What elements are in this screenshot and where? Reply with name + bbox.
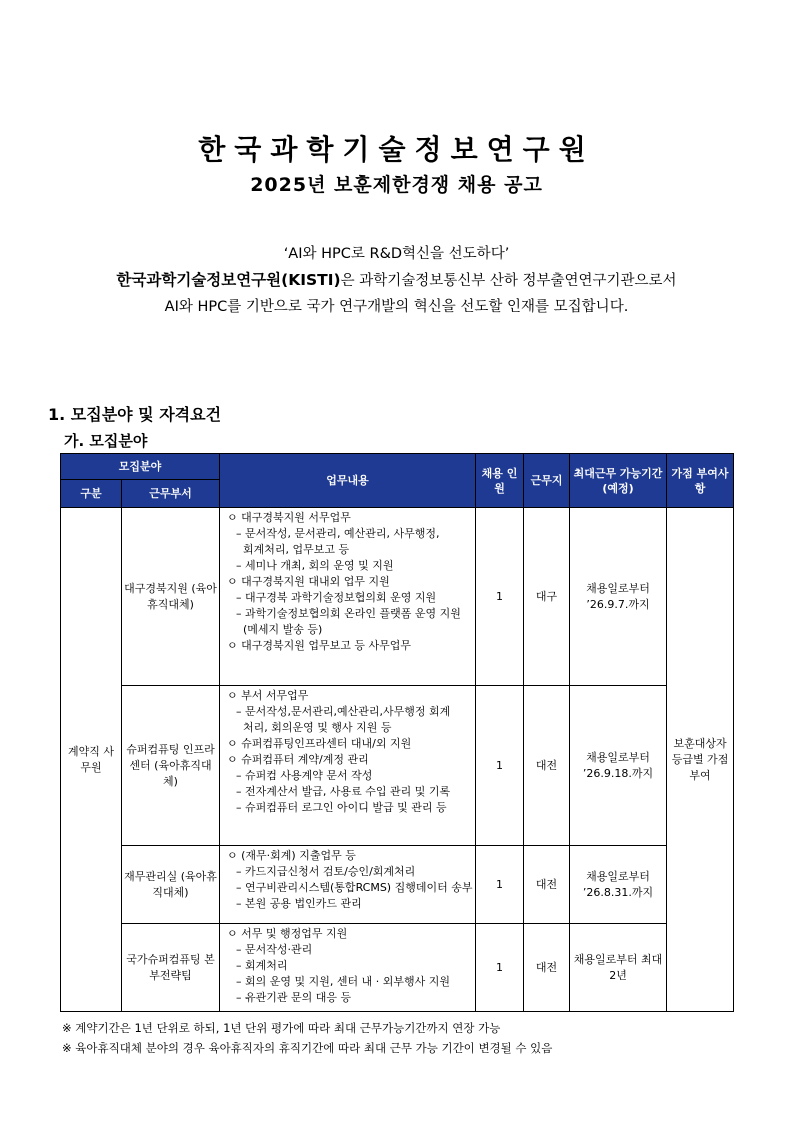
intro-line2: AI와 HPC를 기반으로 국가 연구개발의 혁신을 선도할 인재를 모집합니다.	[164, 299, 629, 315]
intro-line1-rest: 은 과학기술정보통신부 산하 정부출연연구기관으로서	[340, 273, 677, 289]
duty-line: – 문서작성, 문서관리, 예산관리, 사무행정,	[236, 527, 440, 540]
department-cell: 재무관리실 (육아휴직대체)	[122, 846, 220, 924]
duty-line: ㅇ 슈퍼컴퓨팅인프라센터 대내/외 지원	[227, 737, 412, 750]
note-line: ※ 육아휴직대체 분야의 경우 육아휴직자의 휴직기간에 따라 최대 근무 가능 기간이 변경될 수 있음	[62, 1041, 553, 1055]
period-cell: 채용일로부터 최대 2년	[570, 924, 667, 1012]
duty-line: – 문서작성,문서관리,예산관리,사무행정 회계	[236, 705, 451, 718]
location-cell: 대전	[524, 686, 570, 846]
header-field: 모집분야	[61, 454, 220, 480]
duty-line: – 유관기관 문의 대응 등	[236, 991, 352, 1004]
duty-line: 처리, 회의운영 및 행사 지원 등	[243, 721, 392, 734]
header-bonus: 가점 부여사항	[667, 454, 734, 508]
duty-line: – 과학기술정보협의회 온라인 플랫폼 운영 지원	[236, 607, 461, 620]
period-cell: 채용일로부터 ’26.9.7.까지	[570, 508, 667, 686]
duty-line: – 대구경북 과학기술정보협의회 운영 지원	[236, 591, 437, 604]
duty-line: – 문서작성·관리	[236, 943, 313, 956]
header-hires: 채용 인원	[476, 454, 524, 508]
duty-line: (메세지 발송 등)	[243, 623, 323, 636]
org-title: 한국과학기술정보연구원	[198, 133, 595, 166]
duty-line: ㅇ 대구경북지원 업무보고 등 사무업무	[227, 639, 412, 652]
duty-line: – 본원 공용 법인카드 관리	[236, 897, 362, 910]
notice-title: 2025년 보훈제한경쟁 채용 공고	[250, 174, 543, 196]
period-cell: 채용일로부터 ’26.9.18.까지	[570, 686, 667, 846]
location-cell: 대전	[524, 924, 570, 1012]
period-cell: 채용일로부터 ’26.8.31.까지	[570, 846, 667, 924]
duty-line: – 슈퍼컴 사용계약 문서 작성	[236, 769, 373, 782]
hires-cell: 1	[476, 846, 524, 924]
duty-line: – 카드지급신청서 검토/승인/회계처리	[236, 865, 416, 878]
duties-cell	[220, 686, 476, 846]
section-heading-1a: 가. 모집분야	[64, 432, 148, 450]
intro-line1	[0, 267, 793, 294]
department-cell: 대구경북지원 (육아휴직대체)	[122, 508, 220, 686]
hires-cell: 1	[476, 686, 524, 846]
note-line: ※ 계약기간은 1년 단위로 하되, 1년 단위 평가에 따라 최대 근무가능기간까지 연장 가능	[62, 1021, 501, 1035]
duty-line: ㅇ 서무 및 행정업무 지원	[227, 927, 348, 940]
header-department: 근무부서	[122, 480, 220, 508]
intro	[0, 241, 793, 320]
recruitment-table	[60, 453, 734, 1012]
duty-line: – 슈퍼컴퓨터 로그인 아이디 발급 및 관리 등	[236, 801, 447, 814]
header-category: 구분	[61, 480, 122, 508]
hires-cell: 1	[476, 508, 524, 686]
duty-line: – 회의 운영 및 지원, 센터 내 · 외부행사 지원	[236, 975, 450, 988]
department-cell: 국가슈퍼컴퓨팅 본부전략팀	[122, 924, 220, 1012]
location-cell: 대구	[524, 508, 570, 686]
duty-line: – 연구비관리시스템(통합RCMS) 집행데이터 송부	[236, 881, 473, 894]
header-period: 최대근무 가능기간 (예정)	[570, 454, 667, 508]
duty-line: – 전자계산서 발급, 사용료 수입 관리 및 기록	[236, 785, 451, 798]
location-cell: 대전	[524, 846, 570, 924]
duties-cell	[220, 846, 476, 924]
duty-line: – 회계처리	[236, 959, 288, 972]
duty-line: ㅇ 대구경북지원 서무업무	[227, 511, 351, 524]
duty-line: ㅇ 슈퍼컴퓨터 계약/계정 관리	[227, 753, 369, 766]
notes	[62, 1018, 552, 1058]
bonus-cell: 보훈대상자 등급별 가점부여	[667, 508, 734, 1012]
category-cell: 계약직 사무원	[61, 508, 122, 1012]
department-cell: 슈퍼컴퓨팅 인프라센터 (육아휴직대체)	[122, 686, 220, 846]
intro-slogan: ‘AI와 HPC로 R&D혁신을 선도하다’	[283, 246, 510, 262]
intro-org-name: 한국과학기술정보연구원(KISTI)	[116, 271, 341, 289]
duty-line: ㅇ (재무·회계) 지출업무 등	[227, 849, 356, 862]
duty-line: ㅇ 대구경북지원 대내외 업무 지원	[227, 575, 390, 588]
duty-line: ㅇ 부서 서무업무	[227, 689, 309, 702]
duties-cell	[220, 924, 476, 1012]
duty-line: 회계처리, 업무보고 등	[243, 543, 350, 556]
hires-cell: 1	[476, 924, 524, 1012]
header-duties: 업무내용	[220, 454, 476, 508]
header-location: 근무지	[524, 454, 570, 508]
duty-line: – 세미나 개최, 회의 운영 및 지원	[236, 559, 394, 572]
section-heading-1: 1. 모집분야 및 자격요건	[48, 405, 222, 424]
duties-cell	[220, 508, 476, 686]
